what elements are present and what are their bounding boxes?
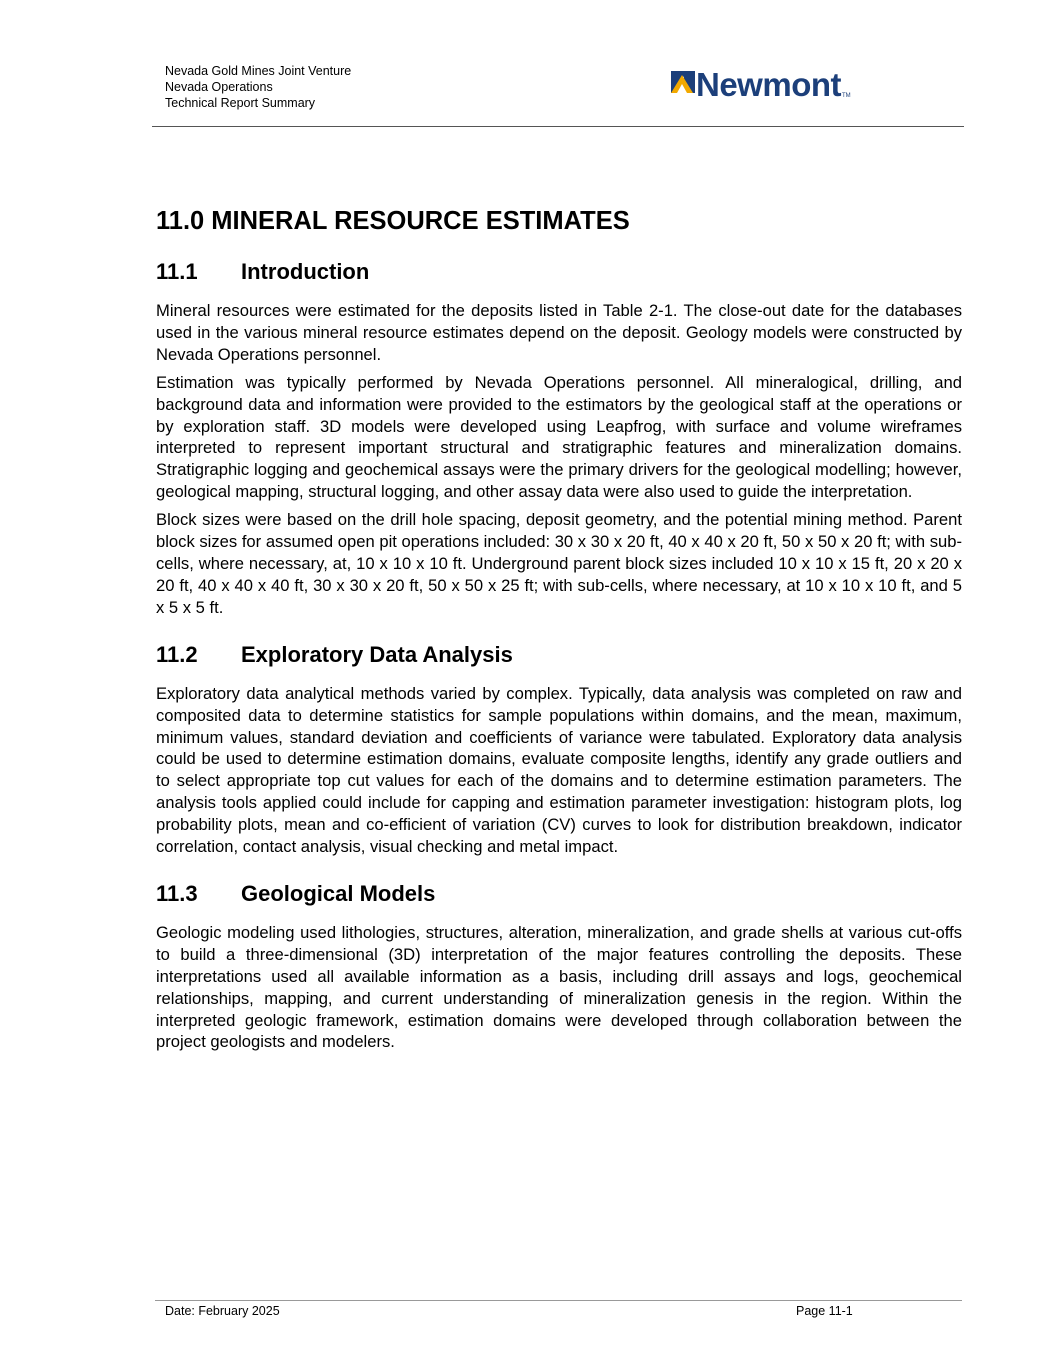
- paragraph: Exploratory data analytical methods varied by complex. Typically, data analysis was completed on raw and composited data to determine statistics for sample populations within domains, and the mean, maximum, minimum values, standard deviation and coefficients of variance were tabulated. Exploratory data analysis could be used to determine estimation domains, evaluate composite lengths, identify any grade outliers and to select appropriate top cut values for each of the domains and to determine estimation parameters. The analysis tools applied could include for capping and estimation parameter investigation: histogram plots, log probability plots, mean and co-efficient of variation (CV) curves to look for distribution breakdown, indicator correlation, contact analysis, visual checking and metal impact.: [156, 683, 962, 857]
- header-line-operations: Nevada Operations: [165, 80, 273, 94]
- section-introduction: [156, 257, 962, 619]
- page-body: [156, 203, 962, 1059]
- section-number: 11.3: [156, 880, 198, 906]
- section-number: 11.1: [156, 259, 198, 284]
- newmont-logo: [671, 68, 851, 101]
- page-title: 11.0 MINERAL RESOURCE ESTIMATES: [156, 207, 630, 235]
- newmont-chevron-logo-icon: [671, 71, 695, 101]
- paragraph: Estimation was typically performed by Nevada Operations personnel. All mineralogical, drilling, and background data and information were provided to the estimators by the geological staff at the operations or by exploration staff. 3D models were developed using Leapfrog, with surface and volume wireframes interpreted to represent important structural and stratigraphic features and mineralization domains. Stratigraphic logging and geochemical assays were the primary drivers for the geological modelling; however, geological mapping, structural logging, and other assay data were also used to guide the interpretation.: [156, 372, 962, 502]
- section-heading: [156, 879, 962, 909]
- footer-divider: [155, 1300, 962, 1301]
- section-exploratory-data-analysis: [156, 640, 962, 858]
- footer-page-number: Page 11-1: [796, 1304, 853, 1318]
- section-title: Exploratory Data Analysis: [241, 641, 513, 667]
- paragraph: Geologic modeling used lithologies, structures, alteration, mineralization, and grade shells at various cut-offs to build a three-dimensional (3D) interpretation of the major features controlling the deposits. These interpretations used all available information as a basis, including drill assays and logs, geochemical relationships, mapping, and current understanding of mineralization genesis in the region. Within the interpreted geologic framework, estimation domains were developed through collaboration between the project geologists and modelers.: [156, 922, 962, 1052]
- section-heading: [156, 640, 962, 670]
- section-number: 11.2: [156, 641, 198, 667]
- paragraph: Mineral resources were estimated for the deposits listed in Table 2-1. The close-out date for the databases used in the various mineral resource estimates depend on the deposit. Geology models were constructed by Nevada Operations personnel.: [156, 301, 962, 364]
- header-divider: [152, 126, 964, 127]
- logo-trademark: TM: [842, 93, 851, 99]
- section-geological-models: [156, 879, 962, 1053]
- section-title: Geological Models: [241, 880, 436, 906]
- section-heading: [156, 257, 962, 287]
- section-title: Introduction: [241, 259, 370, 284]
- header-line-report: Technical Report Summary: [165, 96, 316, 110]
- footer-date: Date: February 2025: [165, 1304, 280, 1318]
- header-line-company: Nevada Gold Mines Joint Venture: [165, 64, 352, 78]
- report-header: [165, 63, 351, 111]
- logo-wordmark: Newmont: [696, 66, 841, 103]
- paragraph: Block sizes were based on the drill hole spacing, deposit geometry, and the potential mining method. Parent block sizes for assumed open pit operations included: 30 x 30 x 20 ft, 40 x 40 x 20 ft, 50 x 50 x 20 ft; with sub-cells, where necessary, at, 10 x 10 x 10 ft. Underground parent block sizes included 10 x 10 x 15 ft, 20 x 20 x 20 ft, 40 x 40 x 40 ft, 30 x 30 x 20 ft, 50 x 50 x 25 ft; with sub-cells, where necessary, at 10 x 10 x 10 ft, and 5 x 5 x 5 ft.: [156, 510, 962, 617]
